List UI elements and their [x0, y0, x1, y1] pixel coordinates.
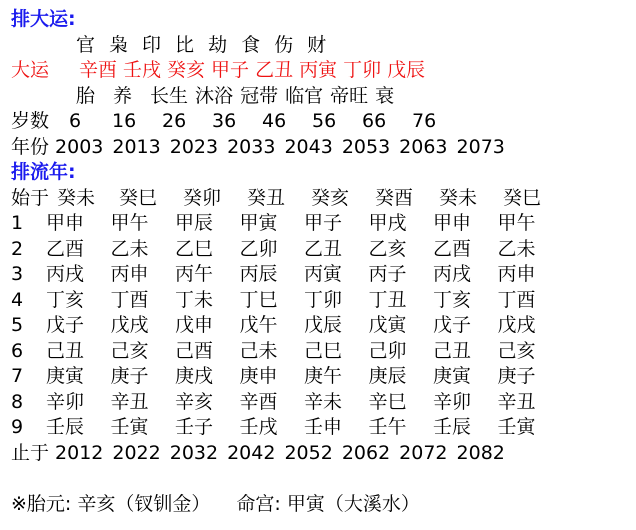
year-value: 2043	[284, 135, 333, 158]
liunian-pillar: 庚子	[110, 365, 149, 387]
ten-god: 印	[142, 33, 162, 56]
liunian-pillar: 丙辰	[239, 263, 278, 285]
liunian-pillar: 辛未	[304, 390, 343, 413]
life-stage: 胎	[76, 84, 96, 107]
liunian-pillar: 甲申	[433, 212, 472, 234]
liunian-pillar: 甲子	[304, 212, 343, 234]
end-year: 2042	[227, 441, 276, 464]
end-label: 止于	[11, 441, 50, 464]
row-index: 7	[11, 365, 24, 387]
year-value: 2063	[399, 135, 448, 158]
ten-god: 食	[241, 33, 261, 56]
row-index: 9	[11, 416, 24, 438]
end-year: 2022	[112, 441, 161, 464]
year-value: 2053	[341, 135, 391, 158]
year-value: 2033	[227, 135, 276, 158]
liunian-pillar: 乙酉	[433, 237, 472, 260]
footer-row	[11, 492, 631, 518]
row-index: 6	[11, 339, 24, 362]
age-value: 66	[362, 110, 387, 132]
years-label: 年份	[11, 135, 50, 158]
end-year: 2062	[341, 441, 391, 464]
start-pillar: 癸丑	[247, 186, 286, 209]
end-row	[11, 441, 631, 467]
liunian-pillar: 丁巳	[239, 288, 278, 311]
liunian-pillar: 丁亥	[433, 288, 472, 311]
liunian-pillar: 己丑	[46, 339, 85, 362]
life-stage: 帝旺	[330, 84, 369, 107]
liunian-pillar: 乙卯	[239, 237, 278, 260]
liunian-pillar: 乙巳	[175, 237, 214, 260]
row-index: 5	[11, 314, 24, 336]
liunian-pillar: 己酉	[175, 339, 214, 362]
liunian-pillar: 甲辰	[175, 212, 214, 234]
liunian-pillar: 丙戌	[433, 263, 472, 285]
age-value: 46	[262, 110, 287, 132]
liunian-pillar: 戊午	[239, 314, 278, 336]
liunian-pillar: 己巳	[304, 339, 343, 362]
liunian-pillar: 辛亥	[175, 390, 214, 413]
liunian-row	[11, 211, 631, 237]
liunian-pillar: 壬子	[175, 416, 214, 438]
liunian-pillar: 戊子	[433, 314, 472, 336]
ten-god: 官	[76, 33, 96, 56]
dayun-row	[11, 58, 631, 84]
liunian-pillar: 庚寅	[433, 365, 472, 387]
ten-god: 伤	[274, 33, 294, 56]
dayun-heading: 排大运:	[11, 8, 76, 30]
liunian-pillar: 壬寅	[497, 416, 536, 438]
liunian-pillar: 甲寅	[239, 212, 278, 234]
liunian-pillar: 壬寅	[110, 416, 149, 438]
liunian-pillar: 乙未	[497, 237, 536, 260]
liunian-row	[11, 288, 631, 314]
liunian-pillar: 丁亥	[46, 288, 85, 311]
liunian-pillar: 辛丑	[110, 390, 149, 413]
liunian-pillar: 壬申	[304, 416, 343, 438]
liunian-pillar: 丁酉	[497, 288, 536, 311]
minggong-text: 命宫: 甲寅（大溪水）	[236, 492, 420, 515]
dayun-pillar: 辛酉	[79, 59, 118, 81]
start-pillar: 癸巳	[119, 186, 158, 209]
liunian-pillar: 庚申	[239, 365, 278, 387]
life-stage: 冠带	[240, 84, 279, 107]
ten-god: 比	[175, 33, 195, 56]
taiyuan-text: ※胎元: 辛亥（钗钏金）	[11, 492, 211, 515]
ten-god: 枭	[109, 33, 129, 56]
bazi-chart-document	[11, 7, 631, 517]
end-year: 2012	[55, 441, 104, 464]
liunian-pillar: 丙申	[497, 263, 536, 285]
ten-god: 劫	[208, 33, 228, 56]
liunian-pillar: 壬辰	[46, 416, 85, 438]
ages-label: 岁数	[11, 110, 50, 132]
row-index: 4	[11, 288, 24, 311]
ten-gods-row	[11, 33, 631, 59]
liunian-pillar: 庚午	[304, 365, 343, 387]
liunian-pillar: 己亥	[110, 339, 149, 362]
dayun-pillar: 甲子	[211, 59, 250, 81]
liunian-pillar: 壬午	[368, 416, 407, 438]
liunian-pillar: 丁卯	[304, 288, 343, 311]
liunian-heading: 排流年:	[11, 161, 76, 183]
liunian-pillar: 辛丑	[497, 390, 536, 413]
age-value: 16	[112, 110, 137, 132]
dayun-pillar: 丁卯	[343, 59, 382, 81]
liunian-pillar: 庚子	[497, 365, 536, 387]
liunian-pillar: 乙丑	[304, 237, 343, 260]
start-pillar: 癸巳	[503, 186, 542, 209]
row-index: 2	[11, 237, 24, 260]
end-year: 2052	[284, 441, 333, 464]
liunian-pillar: 辛卯	[46, 390, 85, 413]
start-label: 始于	[11, 186, 50, 209]
liunian-row	[11, 262, 631, 288]
liunian-pillar: 丙子	[368, 263, 407, 285]
ages-row	[11, 109, 631, 135]
liunian-row	[11, 339, 631, 365]
liunian-pillar: 戊申	[175, 314, 214, 336]
liunian-row	[11, 237, 631, 263]
liunian-pillar: 丙申	[110, 263, 149, 285]
end-year: 2072	[399, 441, 448, 464]
liunian-pillar: 丙戌	[46, 263, 85, 285]
liunian-pillar: 甲戌	[368, 212, 407, 234]
year-value: 2003	[55, 135, 104, 158]
liunian-pillar: 丁未	[175, 288, 214, 311]
liunian-pillar: 戊子	[46, 314, 85, 336]
year-value: 2073	[456, 135, 505, 158]
liunian-row	[11, 415, 631, 441]
liunian-pillar: 庚辰	[368, 365, 407, 387]
liunian-pillar: 甲申	[46, 212, 85, 234]
liunian-pillar: 丁酉	[110, 288, 149, 311]
liunian-pillar: 壬辰	[433, 416, 472, 438]
liunian-grid	[11, 211, 631, 441]
liunian-pillar: 辛卯	[433, 390, 472, 413]
year-value: 2023	[169, 135, 219, 158]
start-pillar: 癸卯	[183, 186, 222, 209]
life-stage: 养	[113, 84, 133, 107]
liunian-pillar: 己亥	[497, 339, 536, 362]
dayun-pillar: 癸亥	[167, 59, 206, 81]
liunian-row	[11, 364, 631, 390]
liunian-pillar: 庚寅	[46, 365, 85, 387]
row-index: 3	[11, 263, 24, 285]
ten-god: 财	[307, 33, 327, 56]
life-stage: 长生	[150, 84, 189, 107]
end-year: 2032	[169, 441, 219, 464]
age-value: 36	[212, 110, 237, 132]
age-value: 76	[412, 110, 437, 132]
liunian-pillar: 甲午	[497, 212, 536, 234]
liunian-pillar: 辛巳	[368, 390, 407, 413]
start-row	[11, 186, 631, 212]
age-value: 56	[312, 110, 337, 132]
years-row	[11, 135, 631, 161]
liunian-pillar: 己未	[239, 339, 278, 362]
dayun-pillar: 乙丑	[255, 59, 294, 81]
age-value: 26	[162, 110, 187, 132]
liunian-row	[11, 313, 631, 339]
life-stages-row	[11, 84, 631, 110]
liunian-pillar: 丁丑	[368, 288, 407, 311]
liunian-pillar: 丙午	[175, 263, 214, 285]
liunian-pillar: 甲午	[110, 212, 149, 234]
liunian-pillar: 己丑	[433, 339, 472, 362]
liunian-pillar: 己卯	[368, 339, 407, 362]
liunian-pillar: 乙未	[110, 237, 149, 260]
liunian-row	[11, 390, 631, 416]
liunian-pillar: 壬戌	[239, 416, 278, 438]
life-stage: 临官	[285, 84, 324, 107]
start-pillar: 癸未	[57, 186, 96, 209]
year-value: 2013	[112, 135, 161, 158]
row-index: 8	[11, 390, 24, 413]
liunian-pillar: 戊戌	[110, 314, 149, 336]
liunian-pillar: 戊寅	[368, 314, 407, 336]
dayun-pillar: 戊辰	[387, 59, 426, 81]
liunian-pillar: 戊戌	[497, 314, 536, 336]
dayun-pillar: 壬戌	[123, 59, 162, 81]
end-year: 2082	[456, 441, 505, 464]
liunian-pillar: 乙亥	[368, 237, 407, 260]
spacer	[11, 466, 631, 492]
dayun-label: 大运	[11, 59, 50, 81]
liunian-pillar: 乙酉	[46, 237, 85, 260]
dayun-pillar: 丙寅	[299, 59, 338, 81]
start-pillar: 癸亥	[311, 186, 350, 209]
liunian-pillar: 辛酉	[239, 390, 278, 413]
age-value: 6	[69, 110, 82, 132]
life-stage: 沐浴	[195, 84, 234, 107]
row-index: 1	[11, 212, 24, 234]
start-pillar: 癸未	[439, 186, 478, 209]
liunian-pillar: 庚戌	[175, 365, 214, 387]
start-pillar: 癸酉	[375, 186, 414, 209]
liunian-pillar: 丙寅	[304, 263, 343, 285]
liunian-pillar: 戊辰	[304, 314, 343, 336]
life-stage: 衰	[375, 84, 395, 107]
